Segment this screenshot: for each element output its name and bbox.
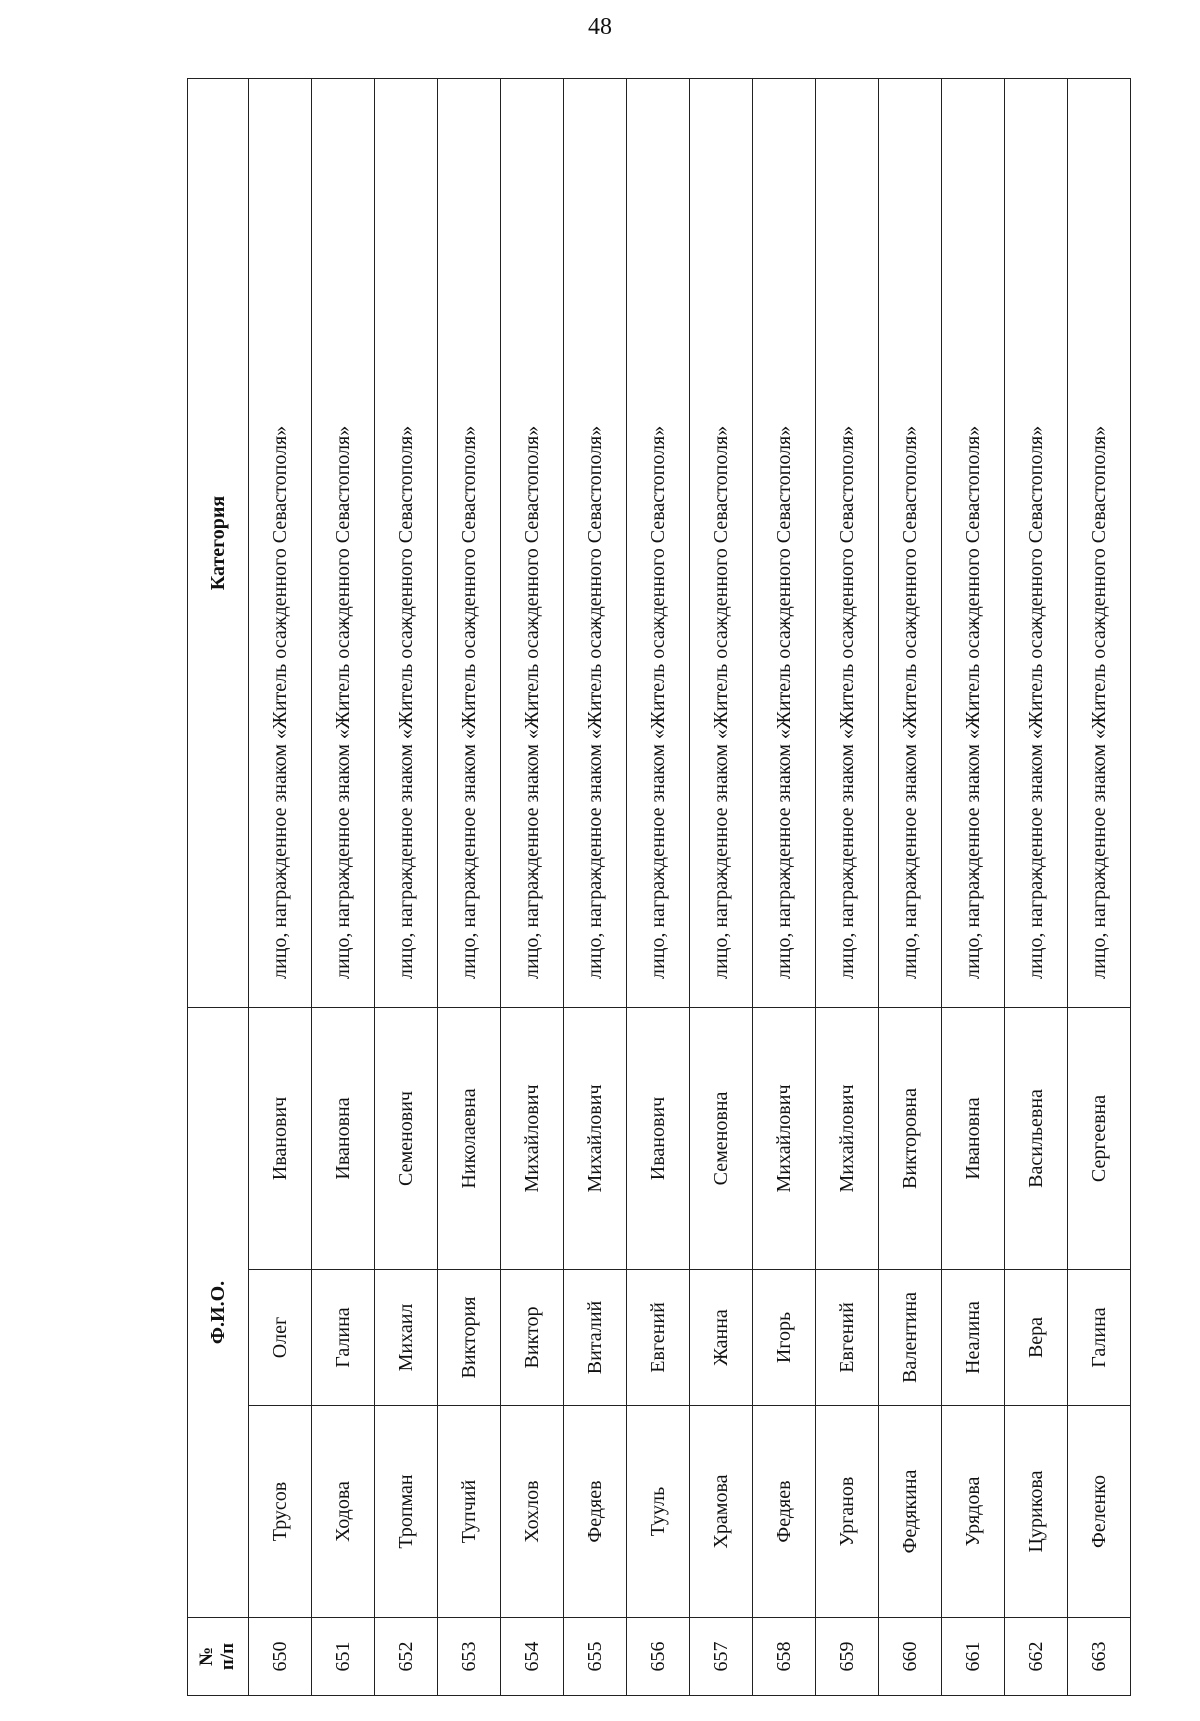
row-middle-name: Ивановна bbox=[942, 1007, 1005, 1269]
row-number: 660 bbox=[879, 1618, 942, 1696]
row-last-name: Храмова bbox=[690, 1406, 753, 1618]
header-number bbox=[188, 1618, 249, 1696]
row-number: 663 bbox=[1068, 1618, 1131, 1696]
row-first-name: Олег bbox=[249, 1270, 312, 1406]
row-number: 656 bbox=[627, 1618, 690, 1696]
row-last-name: Урядова bbox=[942, 1406, 1005, 1618]
row-first-name: Михаил bbox=[375, 1270, 438, 1406]
row-middle-name: Семенович bbox=[375, 1007, 438, 1269]
row-last-name: Тропман bbox=[375, 1406, 438, 1618]
row-middle-name: Иванович bbox=[249, 1007, 312, 1269]
table-row bbox=[375, 79, 438, 1696]
row-last-name: Федяев bbox=[564, 1406, 627, 1618]
row-middle-name: Михайлович bbox=[753, 1007, 816, 1269]
row-first-name: Вера bbox=[1005, 1270, 1068, 1406]
table-row bbox=[753, 79, 816, 1696]
row-number: 650 bbox=[249, 1618, 312, 1696]
row-category: лицо, награжденное знаком «Житель осажденного Севастополя» bbox=[1068, 79, 1131, 1008]
header-category: Категория bbox=[188, 79, 249, 1008]
table-row bbox=[438, 79, 501, 1696]
table-row bbox=[942, 79, 1005, 1696]
row-middle-name: Михайлович bbox=[564, 1007, 627, 1269]
row-category: лицо, награжденное знаком «Житель осажденного Севастополя» bbox=[627, 79, 690, 1008]
row-category: лицо, награжденное знаком «Житель осажденного Севастополя» bbox=[942, 79, 1005, 1008]
row-category: лицо, награжденное знаком «Житель осажденного Севастополя» bbox=[564, 79, 627, 1008]
row-category: лицо, награжденное знаком «Житель осажденного Севастополя» bbox=[312, 79, 375, 1008]
table-row bbox=[1068, 79, 1131, 1696]
row-first-name: Виктория bbox=[438, 1270, 501, 1406]
table-header-row bbox=[188, 79, 249, 1696]
row-middle-name: Михайлович bbox=[501, 1007, 564, 1269]
row-first-name: Неалина bbox=[942, 1270, 1005, 1406]
row-number: 654 bbox=[501, 1618, 564, 1696]
row-middle-name: Викторовна bbox=[879, 1007, 942, 1269]
header-number-line1: № bbox=[196, 1646, 218, 1667]
row-number: 661 bbox=[942, 1618, 1005, 1696]
row-last-name: Урганов bbox=[816, 1406, 879, 1618]
row-first-name: Виктор bbox=[501, 1270, 564, 1406]
row-category: лицо, награжденное знаком «Житель осажденного Севастополя» bbox=[816, 79, 879, 1008]
table-row bbox=[564, 79, 627, 1696]
table-row bbox=[690, 79, 753, 1696]
row-middle-name: Семеновна bbox=[690, 1007, 753, 1269]
row-middle-name: Ивановна bbox=[312, 1007, 375, 1269]
rotated-table-container bbox=[187, 78, 1118, 1696]
row-category: лицо, награжденное знаком «Житель осажденного Севастополя» bbox=[438, 79, 501, 1008]
page-number: 48 bbox=[588, 14, 612, 40]
row-last-name: Тупчий bbox=[438, 1406, 501, 1618]
row-first-name: Галина bbox=[312, 1270, 375, 1406]
row-number: 653 bbox=[438, 1618, 501, 1696]
row-number: 651 bbox=[312, 1618, 375, 1696]
row-number: 655 bbox=[564, 1618, 627, 1696]
row-last-name: Хохлов bbox=[501, 1406, 564, 1618]
row-last-name: Трусов bbox=[249, 1406, 312, 1618]
row-category: лицо, награжденное знаком «Житель осажденного Севастополя» bbox=[249, 79, 312, 1008]
row-number: 652 bbox=[375, 1618, 438, 1696]
row-last-name: Ходова bbox=[312, 1406, 375, 1618]
row-last-name: Цурикова bbox=[1005, 1406, 1068, 1618]
header-fio: Ф.И.О. bbox=[188, 1007, 249, 1617]
table-row bbox=[816, 79, 879, 1696]
row-last-name: Федякина bbox=[879, 1406, 942, 1618]
row-middle-name: Иванович bbox=[627, 1007, 690, 1269]
row-last-name: Федяев bbox=[753, 1406, 816, 1618]
row-number: 659 bbox=[816, 1618, 879, 1696]
row-middle-name: Сергеевна bbox=[1068, 1007, 1131, 1269]
table-row bbox=[1005, 79, 1068, 1696]
row-number: 658 bbox=[753, 1618, 816, 1696]
row-first-name: Валентина bbox=[879, 1270, 942, 1406]
row-first-name: Евгений bbox=[627, 1270, 690, 1406]
row-first-name: Игорь bbox=[753, 1270, 816, 1406]
table-row bbox=[879, 79, 942, 1696]
table-row bbox=[249, 79, 312, 1696]
row-category: лицо, награжденное знаком «Житель осажденного Севастополя» bbox=[501, 79, 564, 1008]
row-middle-name: Николаевна bbox=[438, 1007, 501, 1269]
row-number: 662 bbox=[1005, 1618, 1068, 1696]
row-category: лицо, награжденное знаком «Житель осажденного Севастополя» bbox=[753, 79, 816, 1008]
row-category: лицо, награжденное знаком «Житель осажденного Севастополя» bbox=[1005, 79, 1068, 1008]
row-first-name: Виталий bbox=[564, 1270, 627, 1406]
header-number-line2: п/п bbox=[217, 1642, 238, 1671]
row-category: лицо, награжденное знаком «Житель осажденного Севастополя» bbox=[879, 79, 942, 1008]
recipients-table bbox=[187, 78, 1131, 1696]
row-first-name: Галина bbox=[1068, 1270, 1131, 1406]
row-number: 657 bbox=[690, 1618, 753, 1696]
row-middle-name: Васильевна bbox=[1005, 1007, 1068, 1269]
table-row bbox=[501, 79, 564, 1696]
table-body bbox=[249, 79, 1131, 1696]
table-row bbox=[627, 79, 690, 1696]
table-row bbox=[312, 79, 375, 1696]
row-category: лицо, награжденное знаком «Житель осажденного Севастополя» bbox=[375, 79, 438, 1008]
row-last-name: Феленко bbox=[1068, 1406, 1131, 1618]
row-first-name: Евгений bbox=[816, 1270, 879, 1406]
row-middle-name: Михайлович bbox=[816, 1007, 879, 1269]
row-first-name: Жанна bbox=[690, 1270, 753, 1406]
row-category: лицо, награжденное знаком «Житель осажденного Севастополя» bbox=[690, 79, 753, 1008]
row-last-name: Тууль bbox=[627, 1406, 690, 1618]
